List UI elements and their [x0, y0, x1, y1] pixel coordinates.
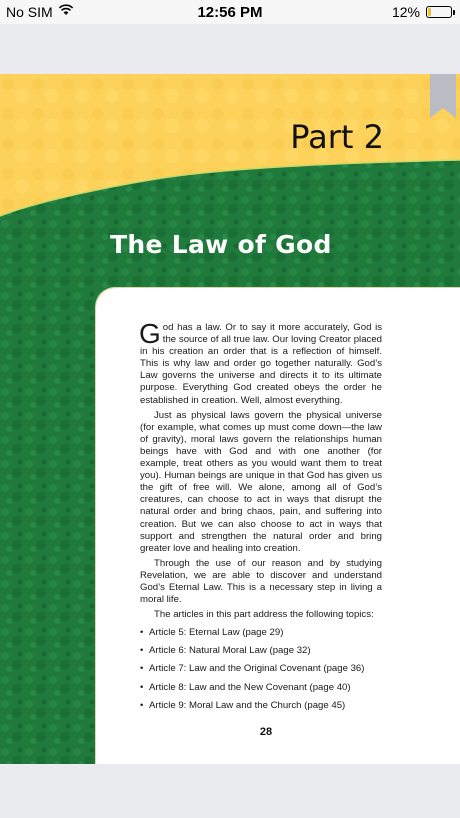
- topic-item: • Article 9: Moral Law and the Church (page 45): [140, 700, 382, 712]
- paragraph-2: Just as physical laws govern the physical universe (for example, what comes up must come down—the law of gravity), moral laws govern the relationships human beings have with God and with one another (for example, treat others as you would want them to treat you). Human beings are unique in that God has given us the gift of free will. We alone, among all of God’s creatures, can choose to act in ways that disrupt the natural order and bring chaos, pain, and suffering into creation. But we can also choose to act in ways that support and strengthen the natural order and bring greater love and healing into creation.: [140, 409, 382, 554]
- status-bar: [0, 0, 460, 24]
- paragraph-4: The articles in this part address the following topics:: [154, 609, 374, 621]
- topic-item: • Article 7: Law and the Original Covenant (page 36): [140, 663, 382, 675]
- page-number: 28: [259, 726, 273, 738]
- battery-level-fill: [428, 8, 431, 16]
- drop-cap: G: [139, 318, 161, 349]
- topic-item: • Article 8: Law and the New Covenant (page 40): [140, 682, 382, 694]
- topic-item: • Article 5: Eternal Law (page 29): [140, 627, 382, 639]
- text-card: [96, 288, 460, 764]
- paragraph-1: God has a law. Or to say it more accurately, God is the source of all true law. Our loving Creator placed in his creation an order that is a reflection of himself. This is why law and order go together naturally. God’s Law governs the universe and directs it to its ultimate purpose. Everything God created obeys the order he established in creation. Well, almost everything.: [139, 318, 382, 406]
- bookmark-ribbon-icon[interactable]: [430, 74, 456, 118]
- book-page[interactable]: [0, 74, 460, 764]
- body-text: [139, 318, 382, 718]
- chapter-title: The Law of God: [110, 230, 332, 259]
- carrier-label: No SIM: [6, 4, 53, 20]
- topics-list: [140, 627, 382, 711]
- part-heading: Part 2: [290, 118, 384, 156]
- clock: 12:56 PM: [197, 4, 263, 21]
- battery-icon: [426, 6, 452, 18]
- topic-item: • Article 6: Natural Moral Law (page 32): [140, 645, 382, 657]
- battery-percent: 12%: [391, 4, 420, 20]
- paragraph-3: Through the use of our reason and by studying Revelation, we are able to discover and understand God’s Eternal Law. This is a necessary step in living a moral life.: [140, 557, 382, 606]
